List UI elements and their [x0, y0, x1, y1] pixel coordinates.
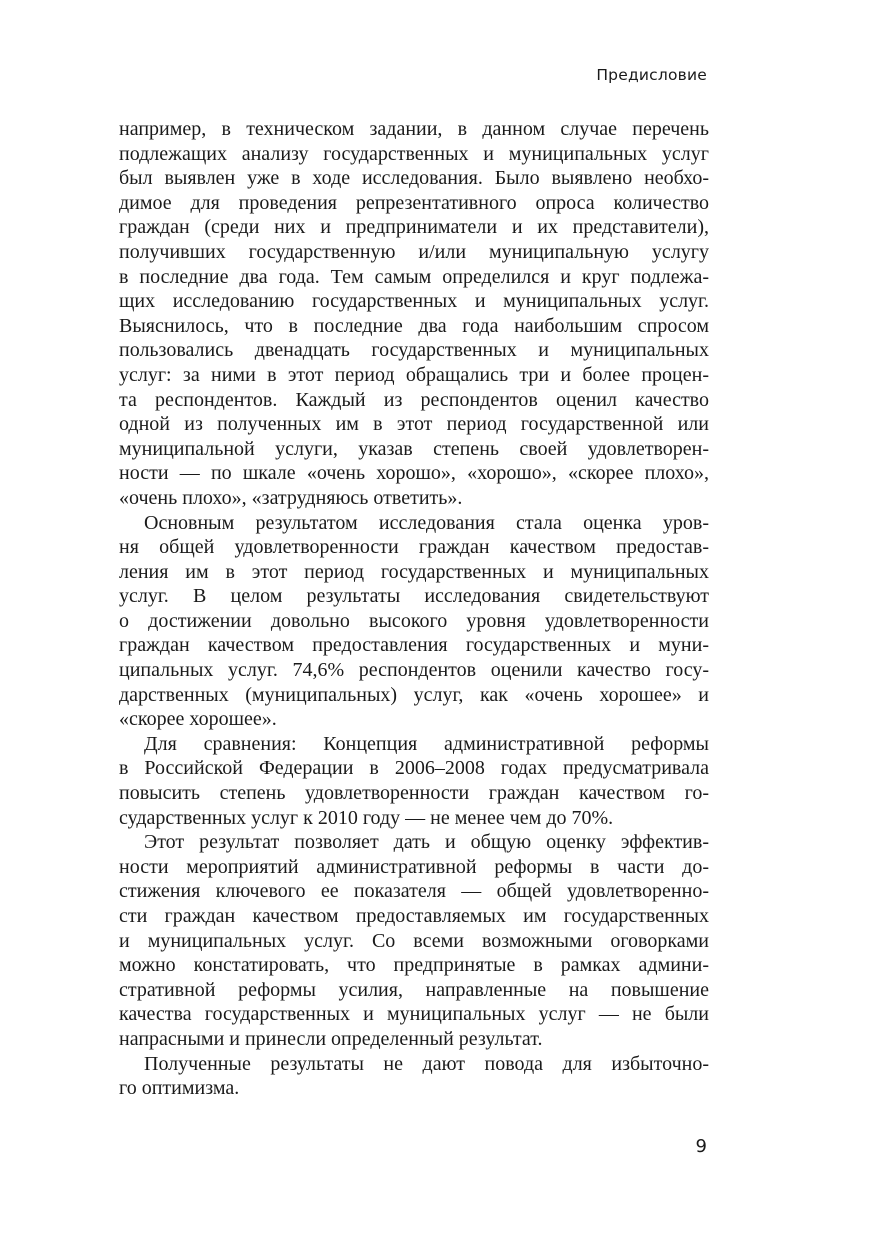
text-line: ности — по шкале «очень хорошо», «хорошо», «скорее плохо», — [119, 462, 709, 485]
text-line: Основным результатом исследования стала оценка уров- — [144, 511, 709, 534]
text-line: ления им в этот период государственных и муниципальных — [119, 560, 709, 583]
text-line: напрасными и принесли определенный результат. — [119, 1027, 543, 1050]
text-line: в последние два года. Тем самым определился и круг подлежа- — [119, 265, 709, 288]
text-line: можно констатировать, что предпринятые в рамках админи- — [119, 954, 709, 977]
text-line: услуг. В целом результаты исследования свидетельствуют — [119, 585, 709, 608]
text-line: Полученные результаты не дают повода для избыточно- — [144, 1052, 709, 1075]
text-line: например, в техническом задании, в данном случае перечень — [119, 118, 709, 140]
paragraph — [119, 732, 709, 830]
text-line: качества государственных и муниципальных услуг — не были — [119, 1003, 709, 1026]
text-line: сти граждан качеством предоставляемых им государственных — [119, 905, 709, 927]
text-line: ципальных услуг. 74,6% респондентов оценили качество госу- — [119, 659, 709, 682]
text-line: ня общей удовлетворенности граждан качеством предостав- — [119, 536, 709, 559]
text-line: граждан (среди них и предприниматели и их представители), — [119, 216, 709, 239]
text-line: в Российской Федерации в 2006–2008 годах предусматривала — [119, 757, 709, 780]
text-line: был выявлен уже в ходе исследования. Было выявлено необхо- — [119, 167, 709, 190]
text-line: «очень плохо», «затрудняюсь ответить». — [119, 486, 463, 509]
text-line: подлежащих анализу государственных и муниципальных услуг — [119, 142, 709, 165]
text-line: получивших государственную и/или муниципальную услугу — [119, 240, 709, 263]
paragraph — [119, 117, 709, 511]
text-line: димое для проведения репрезентативного опроса количество — [119, 191, 709, 214]
text-line: Выяснилось, что в последние два года наибольшим спросом — [119, 314, 709, 337]
text-line: пользовались двенадцать государственных и муниципальных — [119, 339, 709, 362]
text-line: сударственных услуг к 2010 году — не менее чем до 70%. — [119, 806, 614, 829]
text-line: Для сравнения: Концепция административной реформы — [144, 732, 709, 755]
paragraph — [119, 511, 709, 732]
text-line: дарственных (муниципальных) услуг, как «очень хорошее» и — [119, 683, 709, 706]
text-line: «скорее хорошее». — [119, 708, 277, 731]
text-line: го оптимизма. — [119, 1077, 240, 1100]
paragraph — [119, 1052, 709, 1101]
text-line: стижения ключевого ее показателя — общей удовлетворенно- — [119, 880, 709, 903]
text-line: одной из полученных им в этот период государственной или — [119, 413, 709, 436]
text-line: о достижении довольно высокого уровня удовлетворенности — [119, 609, 709, 632]
text-line: услуг: за ними в этот период обращались три и более процен- — [119, 363, 709, 386]
text-line: и муниципальных услуг. Со всеми возможными оговорками — [119, 929, 709, 952]
text-line: граждан качеством предоставления государственных и муни- — [119, 634, 709, 657]
text-line: повысить степень удовлетворенности граждан качеством го- — [119, 782, 709, 805]
text-line: муниципальной услуги, указав степень своей удовлетворен- — [119, 437, 709, 460]
text-line: та респондентов. Каждый из респондентов оценил качество — [119, 388, 709, 411]
body-text — [119, 117, 709, 1101]
paragraph — [119, 830, 709, 1051]
text-line: ности мероприятий административной реформы в части до- — [119, 855, 709, 878]
page-number: 9 — [695, 1136, 707, 1157]
text-line: Этот результат позволяет дать и общую оценку эффектив- — [144, 831, 709, 854]
running-head: Предисловие — [596, 66, 707, 84]
text-line: стративной реформы усилия, направленные на повышение — [119, 978, 709, 1001]
text-line: щих исследованию государственных и муниципальных услуг. — [119, 290, 709, 313]
